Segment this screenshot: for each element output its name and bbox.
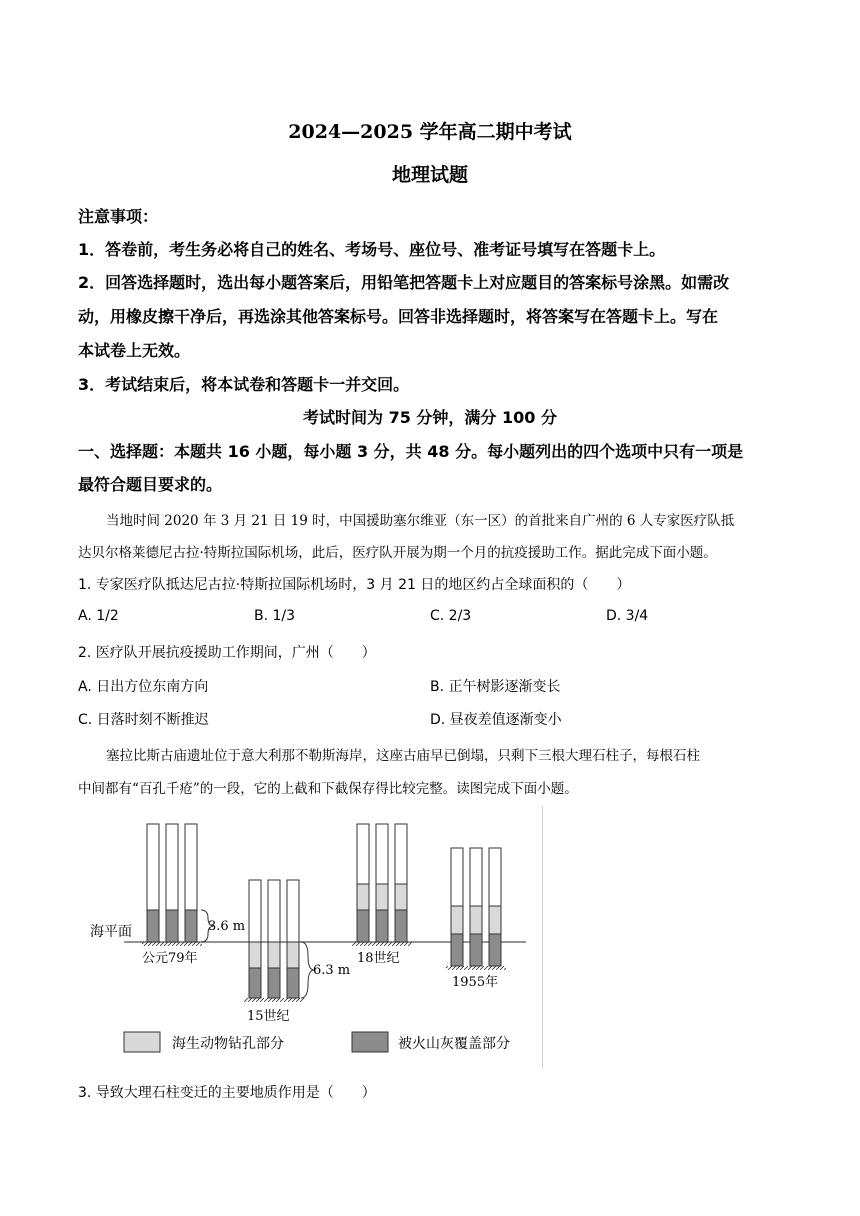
columns-ad79 (142, 824, 202, 946)
notice-heading: 注意事项： (78, 207, 159, 226)
legend-dark-swatch (352, 1032, 388, 1052)
passage-1-line-1: 当地时间 2020 年 3 月 21 日 19 时，中国援助塞尔维亚（东一区）的首批来自广州的 6 人专家医疗队抵 (106, 513, 735, 529)
label-15c: 15世纪 (247, 1009, 290, 1024)
question-1-option-b: B. 1/3 (254, 608, 296, 624)
question-2-option-a: A. 日出方位东南方向 (78, 679, 209, 695)
question-2-option-d: D. 昼夜差值逐渐变小 (430, 712, 562, 728)
section-heading-line-1: 一、选择题：本题共 16 小题，每小题 3 分，共 48 分。每小题列出的四个选项中只有一项是 (78, 442, 744, 461)
notice-item-1: 1．答卷前，考生务必将自己的姓名、考场号、座位号、准考证号填写在答题卡上。 (78, 240, 666, 259)
figure-border-line (542, 806, 543, 1068)
section-heading-line-2: 最符合题目要求的。 (78, 475, 223, 494)
legend-light-label: 海生动物钻孔部分 (172, 1036, 284, 1052)
sea-level-label: 海平面 (90, 924, 132, 940)
notice-item-2-line-2: 动，用橡皮擦干净后，再选涂其他答案标号。回答非选择题时，将答案写在答题卡上。写在 (78, 307, 719, 326)
question-2-stem: 2. 医疗队开展抗疫援助工作期间，广州（ ） (78, 645, 376, 661)
question-1-option-d: D. 3/4 (606, 608, 649, 624)
question-1-stem: 1. 专家医疗队抵达尼古拉·特斯拉国际机场时，3 月 21 日的地区约占全球面积的（ ） (78, 577, 631, 593)
dimension-3-6m: 3.6 m (208, 919, 246, 934)
notice-item-2-line-1: 2．回答选择题时，选出每小题答案后，用铅笔把答题卡上对应题目的答案标号涂黑。如需改 (78, 273, 730, 292)
exam-title: 2024—2025 学年高二期中考试 (288, 121, 572, 143)
question-1-option-c: C. 2/3 (430, 608, 472, 624)
columns-18c (352, 824, 412, 946)
notice-item-2-line-3: 本试卷上无效。 (78, 341, 191, 360)
exam-subtitle: 地理试题 (391, 164, 468, 186)
columns-15c (244, 880, 304, 1002)
question-2-option-b: B. 正午树影逐渐变长 (430, 679, 561, 695)
passage-2-line-1: 塞拉比斯古庙遗址位于意大利那不勒斯海岸，这座古庙早已倒塌，只剩下三根大理石柱子，每根石柱 (106, 748, 700, 764)
column-diagram-svg (84, 806, 544, 1068)
column-diagram (84, 806, 544, 1068)
label-ad79: 公元79年 (142, 951, 198, 966)
question-1-option-a: A. 1/2 (78, 608, 119, 624)
passage-1-line-2: 达贝尔格莱德尼古拉·特斯拉国际机场，此后，医疗队开展为期一个月的抗疫援助工作。据此完成下面小题。 (78, 545, 717, 561)
question-2-option-c: C. 日落时刻不断推迟 (78, 712, 209, 728)
exam-time-info: 考试时间为 75 分钟，满分 100 分 (303, 408, 557, 427)
question-3-stem: 3. 导致大理石柱变迁的主要地质作用是（ ） (78, 1085, 376, 1101)
dimension-6-3m: 6.3 m (313, 963, 351, 978)
legend-light-swatch (124, 1032, 160, 1052)
label-18c: 18世纪 (357, 951, 400, 966)
notice-item-3: 3．考试结束后，将本试卷和答题卡一并交回。 (78, 375, 410, 394)
passage-2-line-2: 中间都有“百孔千疮”的一段，它的上截和下截保存得比较完整。读图完成下面小题。 (78, 781, 578, 797)
columns-1955 (446, 848, 506, 970)
label-1955: 1955年 (452, 975, 499, 990)
legend-dark-label: 被火山灰覆盖部分 (398, 1036, 510, 1052)
